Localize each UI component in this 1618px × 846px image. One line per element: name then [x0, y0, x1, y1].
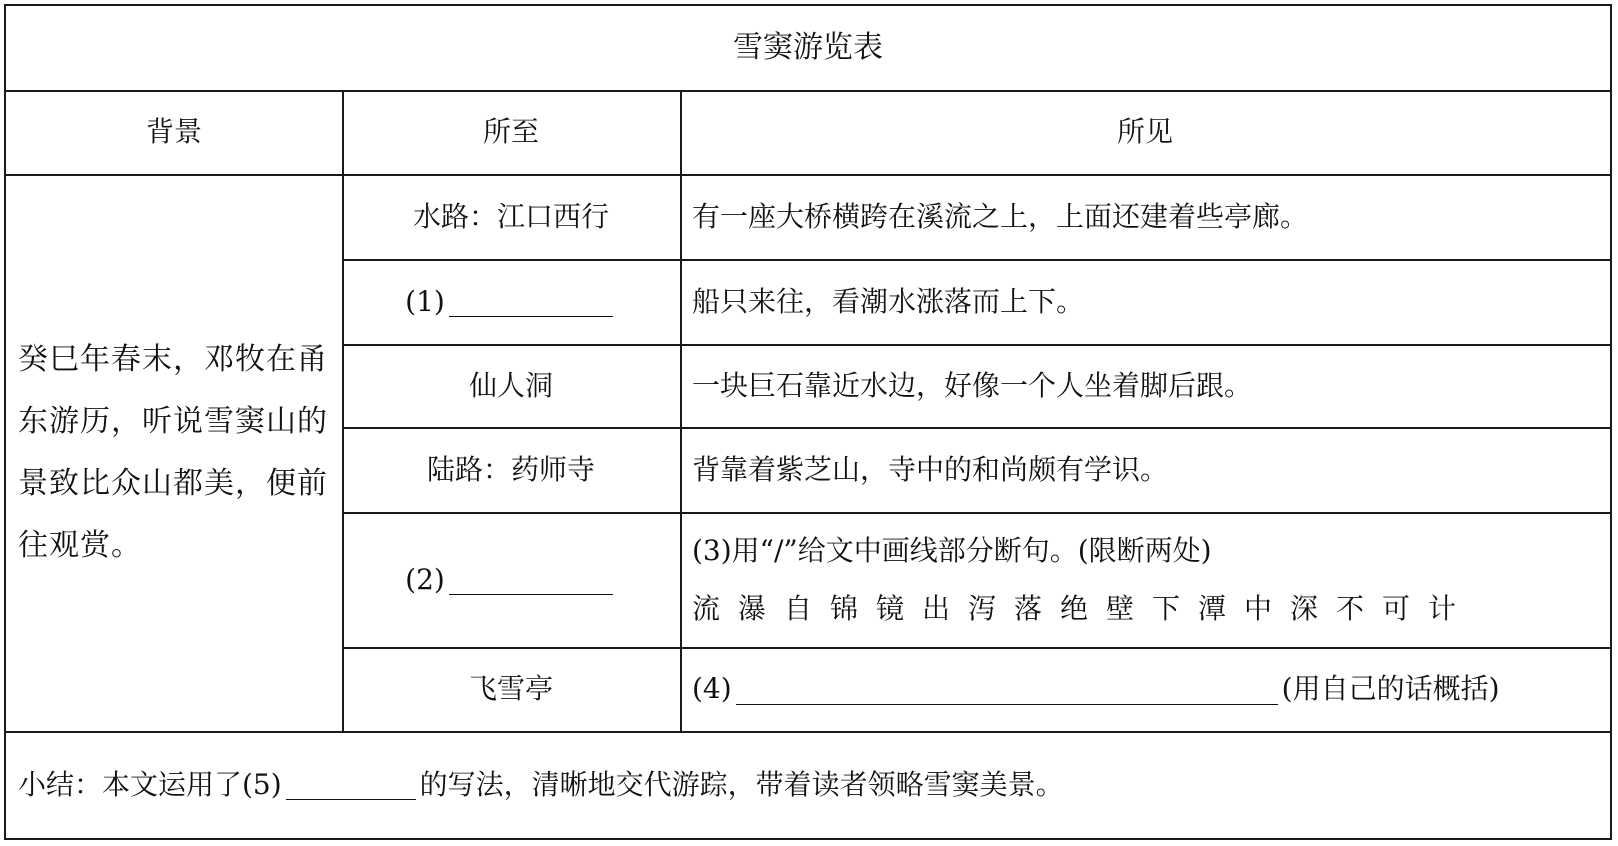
task-instruction: (3)用“/”给文中画线部分断句。(限断两处) — [692, 533, 1212, 567]
summary-suffix: 的写法，清晰地交代游踪，带着读者领略雪窦美景。 — [419, 767, 1064, 801]
blank-label: (1) — [405, 284, 445, 318]
destination-cell: 飞雪亭 — [468, 672, 553, 706]
destination-cell: 陆路：药师寺 — [426, 452, 595, 486]
destination-cell: 水路：江口西行 — [412, 199, 609, 233]
seen-cell: 背靠着紫芝山，寺中的和尚颇有学识。 — [692, 452, 1169, 486]
summary-row — [6, 731, 1610, 838]
answer-blank[interactable] — [449, 564, 613, 595]
blank-label: (4) — [692, 672, 732, 706]
seen-cell: 有一座大桥横跨在溪流之上，上面还建着些亭廊。 — [692, 199, 1309, 233]
summary-prefix: 小结：本文运用了(5) — [18, 767, 282, 801]
classical-text-line[interactable]: 流瀑自锦镜出泻落绝壁下潭中深不可计 — [692, 591, 1475, 625]
header-background: 背景 — [145, 115, 202, 149]
header-destination: 所至 — [482, 115, 539, 149]
blank-hint: (用自己的话概括) — [1281, 672, 1500, 706]
seen-cell-blank — [680, 647, 1610, 731]
destination-cell: 仙人洞 — [468, 368, 553, 402]
answer-blank[interactable] — [286, 769, 416, 800]
seen-cell: 一块巨石靠近水边，好像一个人坐着脚后跟。 — [692, 368, 1253, 402]
seen-cell-punctuation-task — [680, 512, 1610, 647]
background-text: 癸巳年春末，邓牧在甬东游历，听说雪窦山的景致比众山都美，便前往观赏。 — [18, 341, 328, 563]
tour-table — [4, 4, 1612, 840]
seen-cell: 船只来往，看潮水涨落而上下。 — [692, 284, 1085, 318]
answer-blank[interactable] — [736, 674, 1278, 705]
destination-cell-blank — [342, 259, 680, 344]
header-seen: 所见 — [1116, 115, 1173, 149]
destination-cell-blank — [342, 512, 680, 647]
answer-blank[interactable] — [449, 286, 613, 317]
table-title: 雪窦游览表 — [733, 30, 883, 65]
blank-label: (2) — [405, 562, 445, 596]
